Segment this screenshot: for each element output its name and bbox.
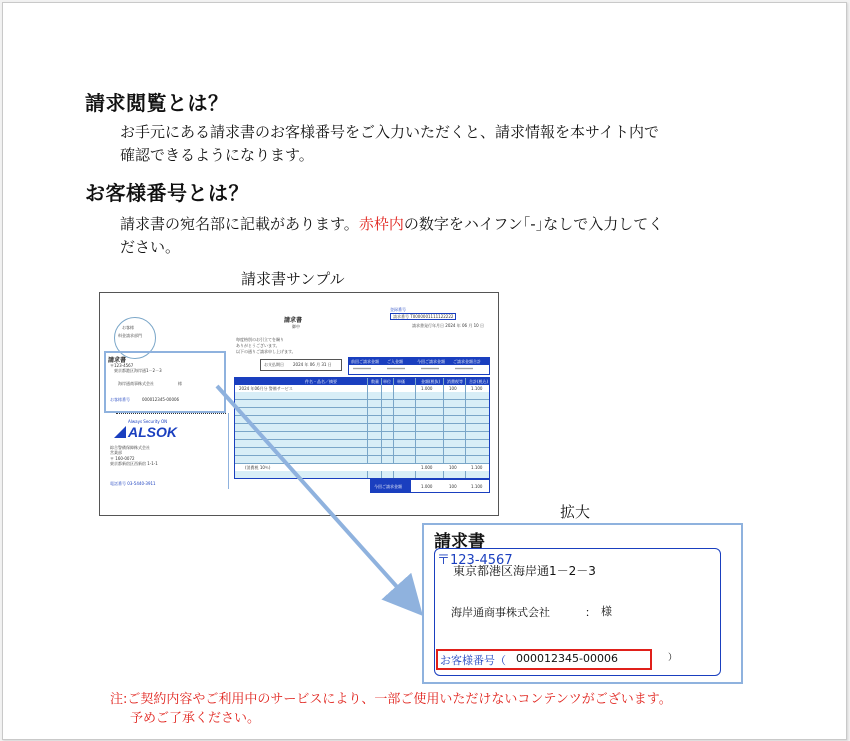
thumb-text: 2024 年06月分 警備サービス — [239, 386, 293, 391]
logo-text: ALSOK — [128, 424, 177, 440]
section-heading-billing-view: 請求閲覧とは？ — [85, 91, 229, 115]
section-text-line: ださい。 — [120, 238, 181, 256]
thumb-text: お客様番号 — [110, 397, 130, 402]
thumb-text: 営業部 — [110, 450, 122, 455]
text-part: 請求書の宛名部に記載があります。 — [120, 215, 359, 233]
text-part: の数字をハイフン｢-｣なしで入力してく — [403, 215, 664, 233]
zoom-company: 海岸通商事株式会社 — [451, 606, 550, 619]
thumb-text: 2024 年 06 月 31 日 — [293, 362, 332, 367]
thumb-text: 海岸通商事株式会社 — [118, 381, 154, 386]
zoom-close-paren: ） — [668, 653, 678, 663]
thumb-text: 電話番号 03-5440-3911 — [110, 481, 156, 486]
thumb-text: 1.100 — [471, 465, 483, 470]
thumb-text: 1.100 — [471, 386, 483, 391]
zoom-sama: 様 — [601, 605, 612, 618]
thumb-text: ********* — [421, 367, 439, 372]
thumb-text: 様 — [178, 381, 182, 386]
thumb-text: ********* — [353, 367, 371, 372]
zoom-postal: 〒123-4567 — [437, 553, 513, 568]
thumb-text: 金額(税抜) — [421, 379, 441, 384]
thumb-text: 東京都港区海岸通1－2－3 — [114, 368, 162, 373]
thumb-text: (消費税 10％) — [245, 465, 271, 470]
thumb-text: 綜合警備保障株式会社 — [110, 445, 150, 450]
thumb-text: Always Security ON — [128, 419, 168, 424]
thumb-text: 100 — [449, 465, 457, 470]
thumb-text: お客様 — [122, 325, 134, 330]
thumb-text: 件名・品名／摘要 — [305, 379, 337, 384]
zoom-caption: 拡大 — [560, 503, 591, 521]
thumb-text: ********* — [455, 367, 473, 372]
zoom-title: 請求書 — [434, 532, 485, 552]
section-heading-customer-number: お客様番号とは？ — [85, 181, 249, 205]
note-line: 注:ご契約内容やご利用中のサービスにより、一部ご使用いただけないコンテンツがございます。 — [110, 692, 672, 707]
thumb-text: 000012345-00006 — [142, 397, 180, 402]
thumb-text: 1.000 — [421, 484, 433, 489]
thumb-title: 請求書 — [284, 317, 303, 324]
thumb-text: ご請求金額合計 — [453, 359, 481, 364]
thumb-text: 登録番号 — [390, 307, 406, 312]
thumb-text: お支払期日 — [264, 362, 284, 367]
red-frame-text: 赤枠内 — [358, 215, 404, 233]
thumb-text: 〒123-4567 — [110, 363, 134, 368]
section-text-line: 確認できるようになります。 — [120, 146, 314, 164]
thumb-text: 単価 — [397, 379, 405, 384]
thumb-text: 1.000 — [421, 465, 433, 470]
thumb-text: 御中 — [292, 324, 300, 329]
thumb-text: 今回ご請求金額 — [417, 359, 445, 364]
thumb-text: 100 — [449, 386, 457, 391]
zoom-customer-number: 000012345-00006 — [516, 652, 618, 665]
thumb-text: 1.000 — [421, 386, 433, 391]
thumb-text: 請求番号 T0000001111122222 — [390, 313, 456, 320]
thumb-text: 東京都新宿区西新宿 1-1-1 — [110, 461, 158, 466]
thumb-text: 1.100 — [471, 484, 483, 489]
thumb-text: 毎度格別のお引立てを賜り — [236, 337, 284, 342]
thumb-text: ********* — [387, 367, 405, 372]
thumb-text: 請求書 — [108, 357, 127, 364]
thumb-text: 以下の通りご請求申し上げます。 — [236, 349, 296, 354]
customer-number-red-frame — [436, 649, 652, 670]
thumb-text: 100 — [449, 484, 457, 489]
section-text-line: お手元にある請求書のお客様番号をご入力いただくと、請求情報を本サイト内で — [120, 123, 659, 141]
zoomed-address-box — [422, 523, 743, 684]
thumb-text: 今回ご請求金額 — [374, 484, 402, 489]
thumb-text: 〒 160-0072 — [110, 456, 135, 461]
note-line: 予めご了承ください。 — [130, 711, 261, 726]
thumb-text: 消費税等 — [447, 379, 463, 384]
thumb-text: 請求書発行年月日 2024 年 06 月 10 日 — [412, 323, 484, 328]
thumb-text: 合計(税込) — [469, 379, 489, 384]
document-page — [2, 2, 847, 740]
thumb-text: 前回ご請求金額 — [351, 359, 379, 364]
zoom-customer-label: お客様番号（ — [440, 654, 506, 667]
zoom-address: 東京都港区海岸通1－2－3 — [453, 564, 596, 578]
sample-caption: 請求書サンプル — [241, 270, 345, 288]
thumb-text: 単位 — [383, 379, 391, 384]
thumb-text: ご入金額 — [387, 359, 403, 364]
zoom-colon: ： — [585, 606, 596, 619]
thumb-text: 数量 — [371, 379, 379, 384]
thumb-text: ありがとうございます。 — [236, 343, 280, 348]
thumb-text: 料金請求部門 — [118, 333, 142, 338]
